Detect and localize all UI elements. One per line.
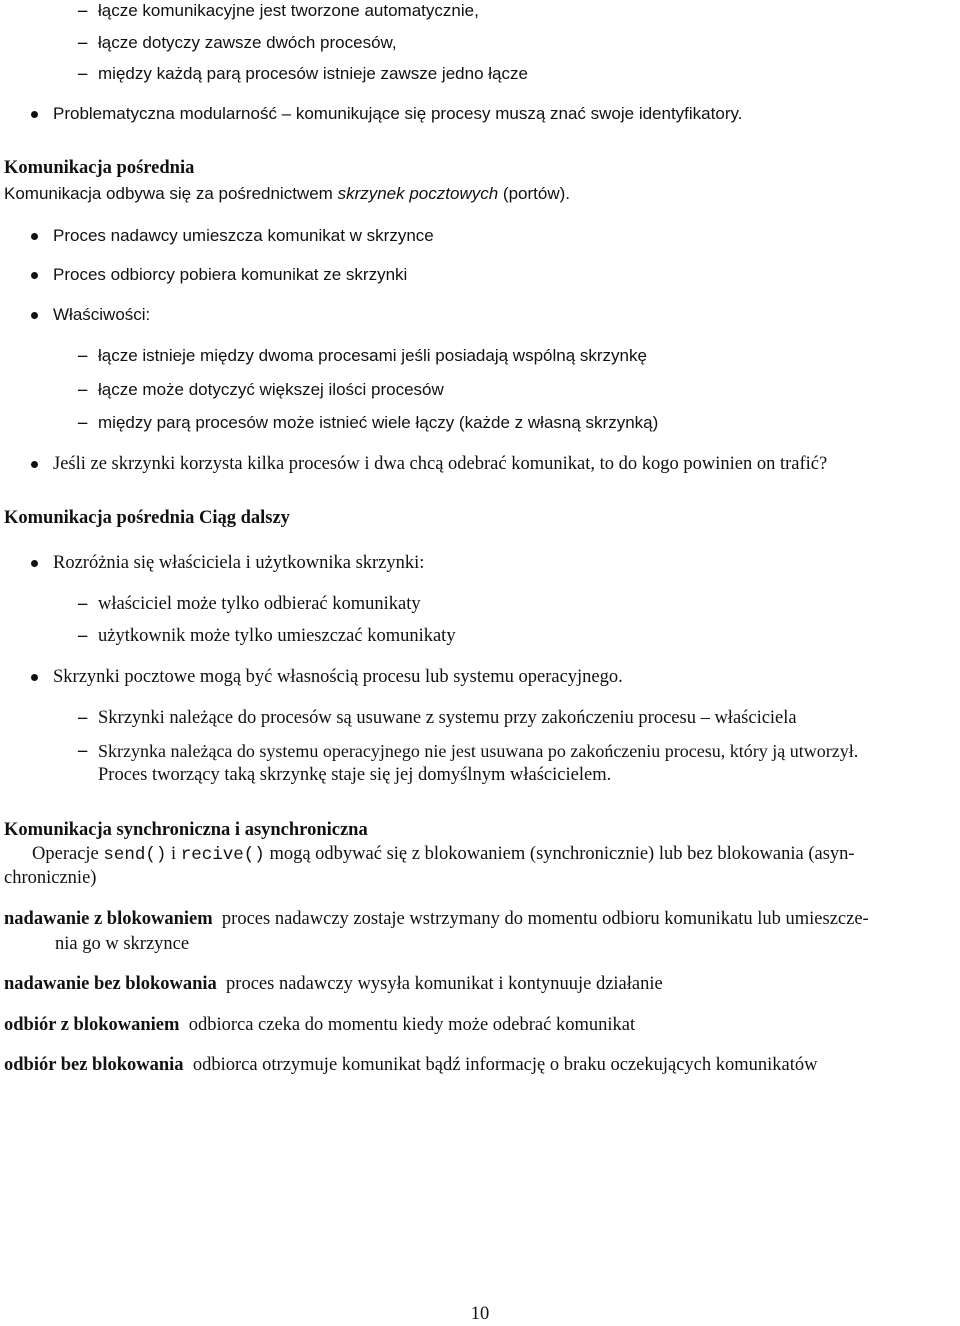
intro-text: i: [171, 844, 177, 864]
dash-marker: –: [78, 708, 88, 728]
definition-term: odbiór z blokowaniem: [4, 1015, 180, 1035]
definition-desc: odbiorca otrzymuje komunikat bądź informację o braku oczekujących komunikatów: [192, 1055, 818, 1075]
list-item: łącze komunikacyjne jest tworzone automatycznie,: [98, 1, 479, 20]
list-item: łącze dotyczy zawsze dwóch procesów,: [98, 33, 397, 52]
list-item: między parą procesów może istnieć wiele łączy (każde z własną skrzynką): [98, 413, 659, 432]
list-item: Rozróżnia się właściciela i użytkownika skrzynki:: [53, 553, 425, 573]
sync-intro-continuation: chronicznie): [4, 868, 97, 888]
definition-desc: proces nadawczy zostaje wstrzymany do momentu odbioru komunikatu lub umieszcze-: [221, 909, 869, 929]
bullet-dot: [31, 233, 38, 240]
modularity-item: Problematyczna modularność – komunikujące się procesy muszą znać swoje identyfikatory.: [53, 104, 743, 123]
bullet-dot: [31, 272, 38, 279]
list-item: między każdą parą procesów istnieje zawsze jedno łącze: [98, 64, 528, 83]
dash-marker: –: [78, 413, 88, 433]
code-send: send(): [103, 845, 167, 865]
code-recive: recive(): [180, 845, 265, 865]
section-heading: Komunikacja pośrednia: [4, 158, 195, 178]
dash-marker: –: [78, 594, 88, 614]
dash-marker: –: [78, 626, 88, 646]
bullet-dot: [31, 111, 38, 118]
intro-text: (portów).: [502, 184, 570, 203]
definition-term: odbiór bez blokowania: [4, 1055, 184, 1075]
definition-item: [4, 1054, 818, 1076]
section-heading: Komunikacja synchroniczna i asynchroniczna: [4, 820, 368, 840]
question-item: Jeśli ze skrzynki korzysta kilka procesów i dwa chcą odebrać komunikat, to do kogo powinien on trafić?: [53, 454, 828, 474]
dash-marker: –: [78, 346, 88, 366]
list-item: Proces nadawcy umieszcza komunikat w skrzynce: [53, 226, 434, 245]
definition-item: [4, 973, 663, 995]
dash-marker: –: [78, 33, 88, 53]
dash-marker: –: [78, 380, 88, 400]
list-item: Właściwości:: [53, 305, 151, 324]
definition-term: nadawanie bez blokowania: [4, 974, 217, 994]
list-item: Proces odbiorcy pobiera komunikat ze skrzynki: [53, 265, 408, 284]
bullet-dot: [31, 560, 38, 567]
list-item: łącze może dotyczyć większej ilości procesów: [98, 380, 444, 399]
list-item-continuation: Proces tworzący taką skrzynkę staje się jej domyślnym właścicielem.: [98, 765, 612, 785]
definition-desc: odbiorca czeka do momentu kiedy może odebrać komunikat: [188, 1015, 636, 1035]
list-item: użytkownik może tylko umieszczać komunikaty: [98, 626, 456, 646]
definition-term: nadawanie z blokowaniem: [4, 909, 213, 929]
section-intro: [4, 183, 570, 205]
intro-text: mogą odbywać się z blokowaniem (synchronicznie) lub bez blokowania (asyn-: [269, 844, 855, 864]
list-item: Skrzynka należąca do systemu operacyjnego nie jest usuwana po zakończeniu procesu, który ją utworzył.: [98, 741, 859, 761]
list-item: łącze istnieje między dwoma procesami jeśli posiadają wspólną skrzynkę: [98, 346, 647, 365]
definition-item: [4, 908, 869, 930]
page-number: 10: [470, 1304, 490, 1324]
definition-desc: proces nadawczy wysyła komunikat i kontynuuje działanie: [226, 974, 663, 994]
bullet-dot: [31, 461, 38, 468]
definition-item: [4, 1014, 635, 1036]
intro-text: Operacje: [32, 844, 99, 864]
list-item: właściciel może tylko odbierać komunikaty: [98, 594, 421, 614]
intro-emphasis: skrzynek pocztowych: [337, 184, 499, 203]
list-item: Skrzynki pocztowe mogą być własnością procesu lub systemu operacyjnego.: [53, 667, 623, 687]
dash-marker: –: [78, 64, 88, 84]
intro-text: Komunikacja odbywa się za pośrednictwem: [4, 184, 333, 203]
bullet-dot: [31, 674, 38, 681]
list-item: Skrzynki należące do procesów są usuwane z systemu przy zakończeniu procesu – właściciela: [98, 708, 797, 728]
definition-desc-continuation: nia go w skrzynce: [55, 934, 190, 954]
dash-marker: –: [78, 1, 88, 21]
sync-intro: [32, 843, 855, 866]
bullet-dot: [31, 312, 38, 319]
dash-marker: –: [78, 741, 88, 761]
section-heading: Komunikacja pośrednia Ciąg dalszy: [4, 508, 290, 528]
